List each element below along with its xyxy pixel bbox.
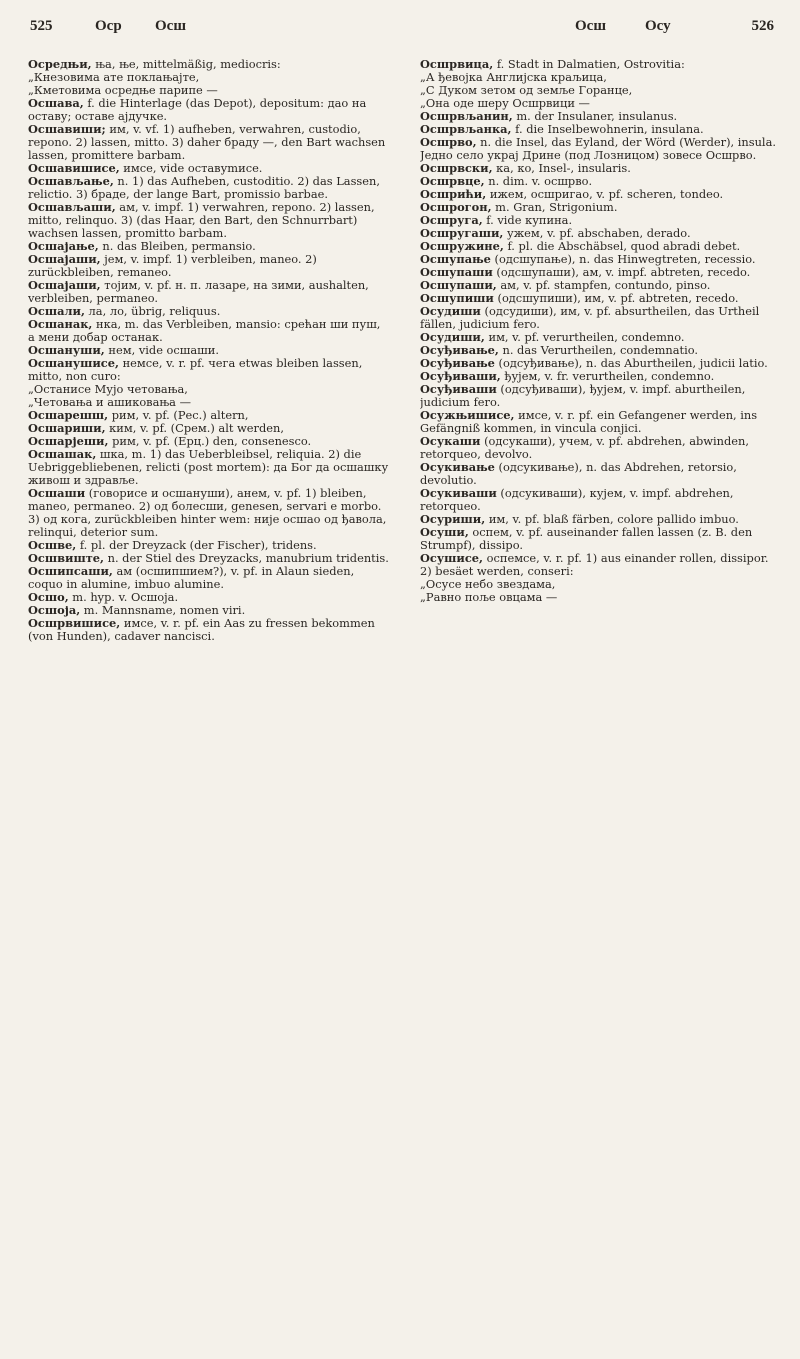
entry-definition: m. Mannsname, nomen viri. (80, 603, 246, 617)
entry-headword: Осудиши, (420, 330, 485, 344)
entry-headword: Осшрвица, (420, 58, 494, 71)
entry-headword: Осуђиваши (420, 382, 497, 396)
page-number-left: 525 (30, 18, 53, 34)
entry-definition: n. dim. v. осшрво. (484, 174, 593, 188)
entry-definition: n. die Insel, das Eyland, der Wörd (Werder), insula. Једно село украј Дрине (под Лозницом) зовесе Осшрво. (420, 135, 776, 162)
entry-definition: n. 1) das Aufheben, custoditio. 2) das Lassen, relictio. 3) браде, der lange Bart, promissio barbae. (28, 174, 380, 201)
entry-headword: Осшрвски, (420, 161, 493, 175)
entry-headword: Осшружине, (420, 239, 504, 253)
entry-definition: нка, m. das Verbleiben, mansio: срећан ши пуш, а мени добар останак. (28, 317, 381, 344)
entry-definition: f. die Inselbewohnerin, insulana. (511, 122, 704, 136)
entry-headword: Осшава, (28, 96, 84, 110)
entry-headword: Осшајаши, (28, 278, 101, 292)
entry-headword: Осуђивање, (420, 343, 499, 357)
entry-definition: n. das Bleiben, permansio. (98, 239, 256, 253)
entry-headword: Осшавиши; (28, 122, 106, 136)
entry-definition: f. vide купина. (482, 213, 573, 227)
entry-headword: Осудиши (420, 304, 481, 318)
entry-headword: Осшвиште, (28, 551, 104, 565)
entry-definition: ђујем, v. fr. verurtheilen, condemno. (500, 369, 715, 383)
entry-definition: ња, ње, mittelmäßig, mediocris: (91, 58, 281, 71)
entry-headword: Осшрво, (420, 135, 477, 149)
guide-word-left-last: Осш (155, 18, 186, 34)
dictionary-entry (28, 487, 390, 539)
guide-word-right-last: Осу (645, 18, 671, 34)
entry-headword: Осшо, (28, 590, 69, 604)
entry-definition: (одсукаши), учем, v. pf. abdrehen, abwinden, retorqueo, devolvo. (420, 434, 750, 461)
entry-definition: ужем, v. pf. abschaben, derado. (503, 226, 691, 240)
entry-definition: „Осусе небо звездама, (420, 577, 556, 591)
entry-headword: Осшупаши, (420, 278, 497, 292)
dictionary-entry (28, 448, 390, 487)
entry-headword: Осшављање, (28, 174, 114, 188)
entry-definition: рим, v. pf. (Ерц.) den, consenesco. (108, 434, 312, 448)
entry-definition: оспем, v. pf. auseinander fallen lassen (z. B. den Strumpf), dissipo. (420, 525, 753, 552)
entry-headword: Осшавишисе, (28, 161, 120, 175)
entry-headword: Осукиваши (420, 486, 497, 500)
entry-definition: m. der Insulaner, insulanus. (512, 109, 678, 123)
entry-definition: тојим, v. pf. н. п. лазаре, на зими, aushalten, verbleiben, permaneo. (28, 278, 369, 305)
dictionary-entry (420, 435, 782, 461)
entry-definition: шка, m. 1) das Ueberbleibsel, reliquia. 2) die Uebriggebliebenen, relicti (post mortem): да Бог да осшашку живош и здравље. (28, 447, 389, 487)
entry-headword: Осшругаши, (420, 226, 504, 240)
entry-headword: Осшоја, (28, 603, 81, 617)
entry-headword: Осредњи, (28, 58, 92, 71)
entry-definition: (одсуђивање), n. das Aburtheilen, judicii latio. (494, 356, 768, 370)
guide-word-right-first: Осш (575, 18, 606, 34)
entry-definition: ла, ло, übrig, reliquus. (84, 304, 221, 318)
entry-definition: „Она оде шеру Осшрвици — (420, 96, 590, 110)
entry-definition: имсе, v. r. pf. ein Aas zu fressen bekommen (von Hunden), cadaver nancisci. (28, 616, 375, 643)
entry-definition: ам (осшипшием?), v. pf. in Alaun sieden, coquo in alumine, imbuo alumine. (28, 564, 355, 591)
entry-headword: Осшануши, (28, 343, 105, 357)
entry-definition: ким, v. pf. (Срем.) alt werden, (105, 421, 284, 435)
entry-definition: (одсукивање), n. das Abdrehen, retorsio, devolutio. (420, 460, 737, 487)
page-number-right: 526 (751, 18, 774, 34)
dictionary-entry (28, 279, 390, 305)
entry-definition: „Четовања и ашиковања — (28, 395, 191, 409)
guide-word-left-first: Оср (95, 18, 122, 34)
dictionary-entry (28, 201, 390, 240)
entry-headword: Осшруга, (420, 213, 483, 227)
entry-definition: ам, v. impf. 1) verwahren, repono. 2) lassen, mitto, relinquo. 3) (das Haar, den Bart, den Schnurrbart) wachsen lassen, promitto barbam. (28, 200, 375, 240)
entry-definition: имсе, v. r. pf. ein Gefangener werden, ins Gefängniß kommen, in vincula conjici. (420, 408, 758, 435)
dictionary-entry (28, 253, 390, 279)
entry-definition: „Кметовима осредње парипе — (28, 83, 218, 97)
entry-definition: им, v. pf. verurtheilen, condemno. (484, 330, 685, 344)
entry-headword: Осшрвце, (420, 174, 485, 188)
entry-headword: Осшаши (28, 486, 86, 500)
entry-definition: (одсукиваши), кујем, v. impf. abdrehen, retorqueo. (420, 486, 734, 513)
entry-headword: Осшарјеши, (28, 434, 109, 448)
entry-definition: имсе, vide оставуmисе. (119, 161, 263, 175)
entry-headword: Осшанак, (28, 317, 93, 331)
entry-headword: Осшрвљанка, (420, 122, 512, 136)
entry-definition: (говорисе и осшануши), анем, v. pf. 1) bleiben, maneo, permaneo. 2) од болесши, genesen, servari e morbo. 3) од кога, zurückbleiben hinter wem: није осшао од ђавола, relinqui, deterior sum. (28, 486, 387, 539)
entry-definition: n. das Verurtheilen, condemnatio. (498, 343, 699, 357)
entry-definition: ижем, осшригао, v. pf. scheren, tondeo. (486, 187, 724, 201)
entry-headword: Осшрвљанин, (420, 109, 513, 123)
entry-definition: m. hyp. v. Осшоја. (68, 590, 179, 604)
dictionary-entry (420, 136, 782, 162)
entry-headword: Осшали, (28, 304, 85, 318)
entry-definition: ка, ко, Insel-, insularis. (492, 161, 631, 175)
entry-headword: Осшављаши, (28, 200, 116, 214)
dictionary-entry (28, 565, 390, 591)
entry-headword: Осуђивање (420, 356, 495, 370)
entry-definition: им, v. pf. blaß färben, colore pallido imbuo. (485, 512, 739, 526)
dictionary-entry (28, 617, 390, 643)
entry-definition: оспемсе, v. r. pf. 1) aus einander rollen, dissipor. 2) besäet werden, conseri: (420, 551, 769, 578)
entry-headword: Осшве, (28, 538, 77, 552)
right-column (420, 58, 782, 1348)
dictionary-entry (28, 123, 390, 162)
entry-headword: Осшупање (420, 252, 491, 266)
entry-definition: им, v. vf. 1) aufheben, verwahren, custodio, repono. 2) lassen, mitto. 3) daher браду —, den Bart wachsen lassen, promittere barbam. (28, 122, 386, 162)
dictionary-entry (420, 552, 782, 578)
entry-definition: рим, v. pf. (Рес.) altern, (108, 408, 249, 422)
entry-headword: Осшашак, (28, 447, 97, 461)
entry-definition: f. Stadt in Dalmatien, Ostrovitia: (493, 58, 685, 71)
entry-definition: јем, v. impf. 1) verbleiben, maneo. 2) zurückbleiben, remaneo. (28, 252, 317, 279)
entry-headword: Осшанушисе, (28, 356, 119, 370)
entry-definition: ам, v. pf. stampfen, contundo, pinso. (496, 278, 711, 292)
entry-headword: Осукаши (420, 434, 481, 448)
entry-definition: f. die Hinterlage (das Depot), depositum: дао на оставу; оставе ајдучке. (28, 96, 367, 123)
entry-definition: немсе, v. r. pf. чега etwas bleiben lassen, mitto, non curo: (28, 356, 363, 383)
entry-headword: Осшрићи, (420, 187, 487, 201)
entry-headword: Осуђиваши, (420, 369, 501, 383)
entry-headword: Осукивање (420, 460, 495, 474)
entry-definition: f. pl. die Abschäbsel, quod abradi debet. (503, 239, 741, 253)
dictionary-entry (28, 175, 390, 201)
dictionary-entry (420, 305, 782, 331)
entry-headword: Осшрогон, (420, 200, 492, 214)
entry-headword: Осшајаши, (28, 252, 101, 266)
entry-headword: Осшариши, (28, 421, 106, 435)
entry-definition: нем, vide осшаши. (104, 343, 219, 357)
page-header (20, 10, 780, 44)
entry-headword: Осшарешш, (28, 408, 109, 422)
dictionary-entry (28, 357, 390, 383)
entry-definition: f. pl. der Dreyzack (der Fischer), tridens. (76, 538, 317, 552)
entry-definition: n. der Stiel des Dreyzacks, manubrium tridentis. (103, 551, 389, 565)
dictionary-entry (420, 409, 782, 435)
entry-definition: (одсуђиваши), ђујем, v. impf. aburtheilen, judicium fero. (420, 382, 746, 409)
entry-definition: m. Gran, Strigonium. (491, 200, 618, 214)
entry-definition: „Останисе Мујо четовања, (28, 382, 188, 396)
entry-headword: Осшрвишисе, (28, 616, 121, 630)
entry-definition: „Кнезовима ате поклањајте, (28, 70, 200, 84)
entry-headword: Осшајање, (28, 239, 99, 253)
entry-definition: „А ђевојка Англијска краљица, (420, 70, 607, 84)
entry-definition: „С Дуком зетом од земље Горанце, (420, 83, 633, 97)
entry-headword: Осшупиши (420, 291, 494, 305)
entry-definition: (одсудиши), им, v. pf. absurtheilen, das Urtheil fällen, judicium fero. (420, 304, 760, 331)
dictionary-entry (28, 318, 390, 344)
dictionary-entry (420, 526, 782, 552)
entry-headword: Осшипсаши, (28, 564, 113, 578)
entry-headword: Осуриши, (420, 512, 486, 526)
entry-headword: Осужњишисе, (420, 408, 515, 422)
dictionary-entry (420, 461, 782, 487)
dictionary-entry (420, 383, 782, 409)
dictionary-entry (420, 591, 782, 604)
dictionary-entry (420, 487, 782, 513)
entry-headword: Осшупаши (420, 265, 493, 279)
entry-definition: (одсшупање), n. das Hinwegtreten, recessio. (490, 252, 756, 266)
entry-definition: (одсшупаши), ам, v. impf. abtreten, recedo. (492, 265, 751, 279)
entry-headword: Осушисе, (420, 551, 483, 565)
left-column (28, 58, 390, 1348)
dictionary-entry (28, 97, 390, 123)
entry-definition: (одсшупиши), им, v. pf. abtreten, recedo. (493, 291, 739, 305)
entry-definition: „Равно поље овцама — (420, 590, 558, 604)
entry-headword: Осуши, (420, 525, 469, 539)
